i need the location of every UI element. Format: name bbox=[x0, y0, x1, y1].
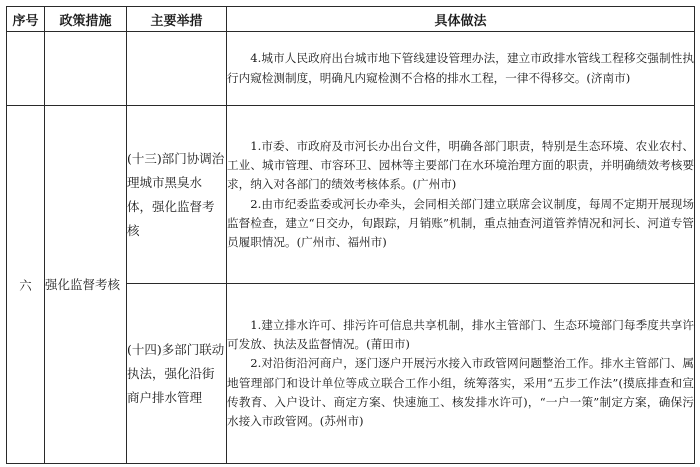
practice-paragraph: 2.由市纪委监委或河长办牵头，会同相关部门建立联席会议制度，每周不定期开展现场监督检查，建立“日交办，旬跟踪，月销账”机制，重点抽查河道管养情况和河长、河道专管员履职情况。(广州市、福州市) bbox=[227, 196, 694, 249]
table-row bbox=[7, 106, 695, 284]
policy-cell-continued bbox=[45, 32, 127, 106]
practice-paragraph: 1.建立排水许可、排污许可信息共享机制，排水主管部门、生态环境部门每季度共享许可发放、执法及监督情况。(莆田市) bbox=[227, 317, 694, 352]
header-seq: 序号 bbox=[7, 7, 45, 32]
header-policy: 政策措施 bbox=[45, 7, 127, 32]
table-row bbox=[7, 32, 695, 106]
practice-paragraph: 4.城市人民政府出台城市地下管线建设管理办法，建立市政排水管线工程移交强制性执行内窥检测制度，明确凡内窥检测不合格的排水工程，一律不得移交。(济南市) bbox=[227, 51, 694, 85]
measure-name: (十四)多部门联动执法，强化沿街商户排水管理 bbox=[127, 284, 227, 464]
policy-table bbox=[6, 6, 695, 464]
seq-number: 六 bbox=[7, 106, 45, 464]
measure-name: (十三)部门协调治理城市黑臭水体，强化监督考核 bbox=[127, 106, 227, 284]
policy-name: 强化监督考核 bbox=[45, 106, 127, 464]
practice-cell bbox=[227, 106, 695, 284]
seq-cell-continued bbox=[7, 32, 45, 106]
header-measure: 主要举措 bbox=[127, 7, 227, 32]
practice-paragraph: 1.市委、市政府及市河长办出台文件，明确各部门职责，特别是生态环境、农业农村、工业、城市管理、市容环卫、园林等主要部门在水环境治理方面的职责，并明确绩效考核要求，纳入对各部门的绩效考核体系。(广州市) bbox=[227, 138, 694, 192]
practice-paragraph: 2.对沿街沿河商户，逐门逐户开展污水接入市政管网问题整治工作。排水主管部门、属地管理部门和设计单位等成立联合工作小组，统筹落实，采用“五步工作法”(摸底排查和宣传教育、入户设计、商定方案、快速施工、核发排水许可)，“一户一策”制定方案，确保污水接入市政管网。(苏州市) bbox=[227, 356, 694, 428]
practice-cell bbox=[227, 284, 695, 464]
table-header-row bbox=[7, 7, 695, 32]
header-practice: 具体做法 bbox=[227, 7, 695, 32]
practice-cell bbox=[227, 32, 695, 106]
measure-cell-continued bbox=[127, 32, 227, 106]
